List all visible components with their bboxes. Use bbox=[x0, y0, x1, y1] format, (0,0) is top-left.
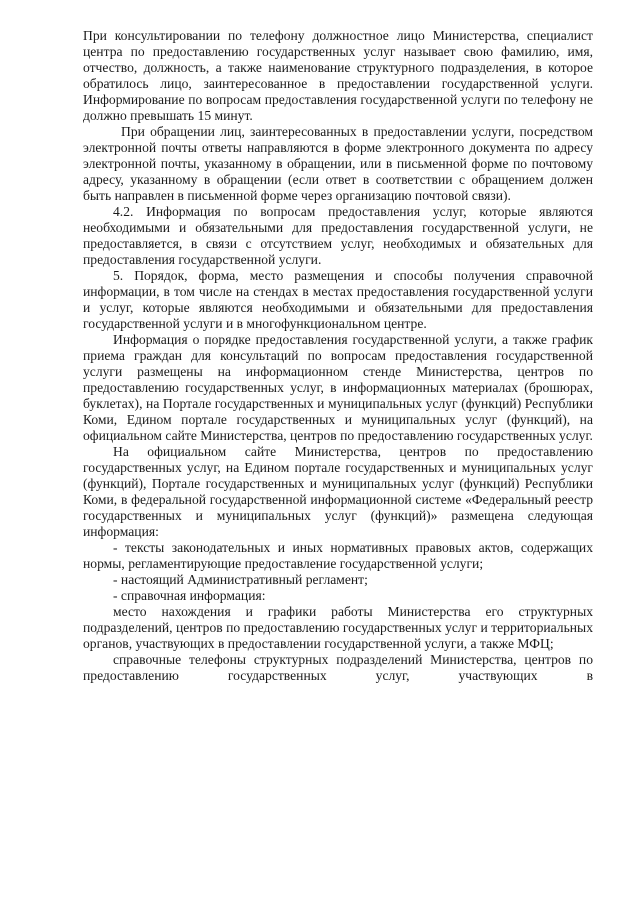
paragraph-official-site: На официальном сайте Министерства, центров по предоставлению государственных услуг, на Едином портале государственных и муниципальных услуг (функций), Портале государственных и муниципальных услуг (функций) Республики Коми, в федеральной государственной информационной системе «Федеральный реестр государственных и муниципальных услуг (функций)» размещена следующая информация: bbox=[83, 444, 593, 539]
paragraph-reference-phones: справочные телефоны структурных подразделений Министерства, центров по предоставлению государственных услуг, участвующих в bbox=[83, 652, 593, 683]
paragraph-section-4-2: 4.2. Информация по вопросам предоставления услуг, которые являются необходимыми и обязательными для предоставления государственной услуги, не предоставляется, в связи с отсутствием услуг, необходимых и обязательных для предоставления государственной услуги. bbox=[83, 204, 593, 267]
list-item-regulation: - настоящий Административный регламент; bbox=[113, 572, 368, 587]
list-item-legal-acts: - тексты законодательных и иных нормативных правовых актов, содержащих нормы, регламентирующие предоставление государственной услуги; bbox=[83, 540, 593, 571]
paragraph-locations-schedules: место нахождения и графики работы Министерства его структурных подразделений, центров по предоставлению государственных услуг и территориальных органов, участвующих в предоставлении государственной услуги, а также МФЦ; bbox=[83, 604, 593, 651]
document-page bbox=[83, 28, 593, 684]
paragraph-phone-consultation: При консультировании по телефону должностное лицо Министерства, специалист центра по предоставлению государственных услуг называет свою фамилию, имя, отчество, должность, а также наименование структурного подразделения, в которое обратилось лицо, заинтересованное в предоставлении государственной услуги. Информирование по вопросам предоставления государственной услуги по телефону не должно превышать 15 минут. bbox=[83, 28, 593, 123]
paragraph-section-5: 5. Порядок, форма, место размещения и способы получения справочной информации, в том числе на стендах в местах предоставления государственной услуги и услуг, которые являются необходимыми и обязательными для предоставления государственной услуги и в многофункциональном центре. bbox=[83, 268, 593, 331]
paragraph-email-requests: При обращении лиц, заинтересованных в предоставлении услуги, посредством электронной почты ответы направляются в форме электронного документа по адресу электронной почты, указанному в обращении, или в письменной форме по почтовому адресу, указанному в обращении (если ответ в соответствии с обращением должен быть направлен в письменной форме через организацию почтовой связи). bbox=[83, 124, 593, 203]
list-item-reference-info: - справочная информация: bbox=[113, 588, 266, 603]
paragraph-schedule-info: Информация о порядке предоставления государственной услуги, а также график приема граждан для консультаций по вопросам предоставления государственной услуги размещены на информационном стенде Министерства, центров по предоставлению государственных услуг, в информационных материалах (брошюрах, буклетах), на Портале государственных и муниципальных услуг (функций) Республики Коми, Едином портале государственных и муниципальных услуг (функций), на официальном сайте Министерства, центров по предоставлению государственных услуг. bbox=[83, 332, 593, 443]
